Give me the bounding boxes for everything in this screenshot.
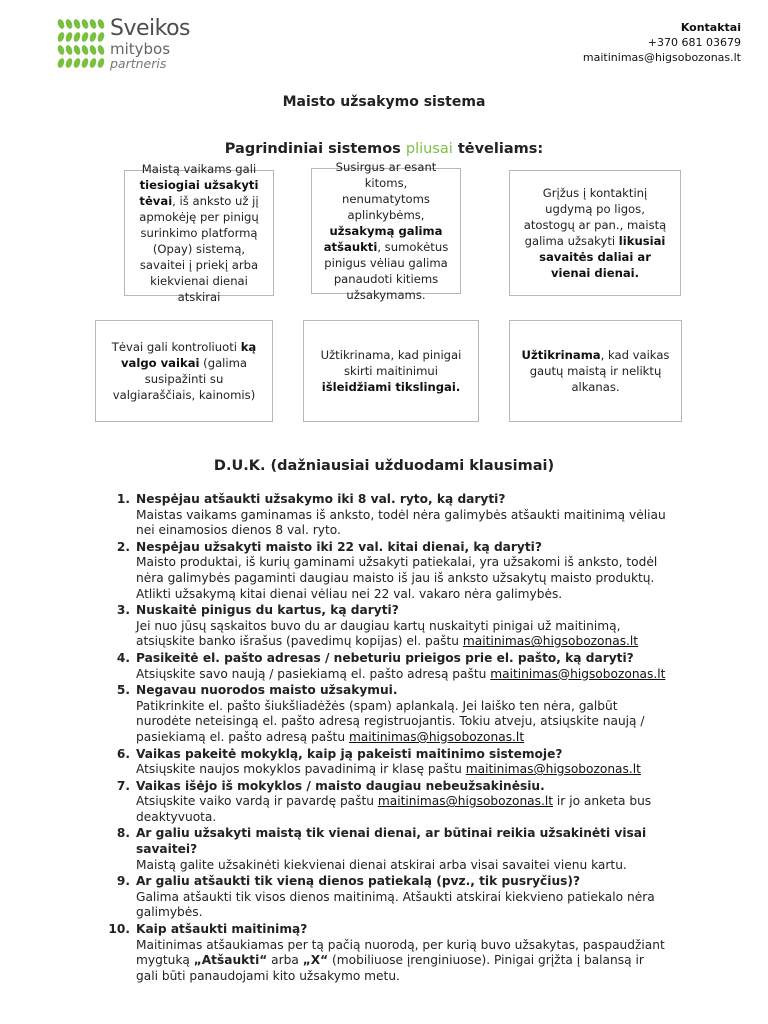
benefit-text — [104, 339, 264, 403]
benefit-box — [509, 170, 681, 296]
text-run: ir jo anketa bus deaktyvuota. — [136, 794, 652, 824]
faq-question: Nuskaitė pinigus du kartus, ką daryti? — [136, 603, 399, 618]
text-run: Atsiųskite vaiko vardą ir pavardę paštu — [136, 794, 378, 809]
benefit-text — [133, 161, 265, 305]
benefit-text — [312, 347, 470, 395]
faq-answer — [136, 794, 668, 825]
contacts-heading: Kontaktai — [680, 21, 741, 34]
faq-answer — [136, 699, 668, 746]
text-run: Grįžus į kontaktinį ugdymą po ligos, atostogų ar pan., maistą galima užsakyti — [523, 186, 667, 248]
email-link[interactable]: maitinimas@higsobozonas.lt — [377, 794, 554, 809]
contact-phone[interactable]: +370 681 03679 — [647, 36, 741, 49]
faq-item — [108, 492, 668, 539]
text-run: Jei nuo jūsų sąskaitos buvo du ar daugiau kartų nuskaityti pinigai už maitinimą, atsiųskite banko išrašus (pavedimų kopijas) el. paštu — [136, 618, 621, 649]
benefit-text — [320, 159, 452, 303]
faq-item — [108, 779, 668, 826]
text-run: Užtikrinama, kad pinigai skirti maitinimui — [320, 348, 462, 378]
text-run: Maistas vaikams gaminamas iš anksto, todėl nėra galimybės atšaukti maitinimą vėliau nei einamosios dienos 8 val. ryto. — [136, 507, 666, 538]
faq-item — [108, 747, 668, 778]
text-run: Galima atšaukti tik visos dienos maitinimą. Atšaukti atskirai kiekvieno patiekalo nėra galimybės. — [136, 889, 655, 920]
text-run: Maitinimas atšaukiamas per tą pačią nuorodą, per kurią buvo užsakytas, paspaudžiant mygtuką — [136, 937, 665, 968]
bold-text: Užtikrinama — [521, 348, 601, 362]
benefits-heading — [0, 141, 768, 157]
benefits-heading-highlight: pliusai — [405, 141, 453, 157]
bold-text: užsakymą galima atšaukti — [323, 224, 443, 254]
faq-question: Vaikas išėjo iš mokyklos / maisto daugiau nebeužsakinėsiu. — [136, 778, 545, 793]
text-run: Atsiųskite naujos mokyklos pavadinimą ir klasę paštu — [136, 762, 466, 777]
faq-number: 4. — [116, 650, 130, 665]
faq-item — [108, 683, 668, 745]
faq-answer — [136, 858, 668, 874]
logo-line-2: mitybos — [110, 40, 171, 58]
faq-number: 5. — [116, 683, 130, 698]
faq-item — [108, 922, 668, 984]
text-run: Maistą vaikams gali — [141, 162, 257, 176]
faq-item — [108, 826, 668, 873]
faq-number: 2. — [116, 539, 130, 554]
faq-item — [108, 540, 668, 602]
faq-question: Nespėjau užsakyti maisto iki 22 val. kitai dienai, ką daryti? — [136, 539, 542, 554]
faq-answer — [136, 938, 668, 985]
faq-answer — [136, 555, 668, 602]
faq-item — [108, 603, 668, 650]
faq-number: 6. — [116, 746, 130, 761]
benefit-text — [518, 347, 673, 395]
bold-text: ką valgo vaikai — [120, 340, 257, 370]
faq-question: Ar galiu atšaukti tik vieną dienos patiekalą (pvz., tik pusryčius)? — [136, 874, 581, 889]
text-run: Maisto produktai, iš kurių gaminami užsakyti patiekalai, yra užsakomi iš anksto, todėl nėra galimybės pagaminti daugiau maisto iš jau iš anksto užsakytų maisto produktų. Atlikti užsakymą kitai dienai vėliau nei 22 val. vakaro nėra galimybės. — [136, 555, 658, 601]
text-run: Tėvai gali kontroliuoti — [111, 340, 241, 354]
logo-line-3: partneris — [110, 56, 167, 71]
benefit-box — [509, 320, 682, 422]
benefit-box — [311, 160, 461, 302]
faq-number: 10. — [108, 922, 130, 937]
faq-number: 3. — [116, 603, 130, 618]
email-link[interactable]: maitinimas@higsobozonas.lt — [490, 666, 666, 681]
benefits-heading-after: tėveliams — [457, 141, 538, 157]
benefits-heading-before: Pagrindiniai sistemos — [224, 141, 401, 157]
logo-line-1: Sveikos — [110, 16, 191, 41]
faq-question: Ar galiu užsakyti maistą tik vienai dienai, ar būtinai reikia užsakinėti visai savaitei? — [136, 826, 647, 857]
contact-email[interactable]: maitinimas@higsobozonas.lt — [582, 51, 741, 64]
faq-answer — [136, 619, 668, 650]
benefit-text — [518, 185, 672, 281]
faq-answer — [136, 890, 668, 921]
page-title: Maisto užsakymo sistema — [282, 94, 486, 110]
bold-text: „X“ — [302, 953, 329, 968]
contacts-block — [583, 20, 741, 65]
text-run: arba — [267, 953, 303, 968]
faq-question: Pasikeitė el. pašto adresas / nebeturiu prieigos prie el. pašto, ką daryti? — [136, 650, 634, 665]
faq-number: 8. — [116, 826, 130, 841]
faq-answer — [136, 762, 668, 778]
email-link[interactable]: maitinimas@higsobozonas.lt — [465, 762, 641, 777]
bold-text: likusiai savaitės daliai ar vienai dienai. — [539, 234, 666, 280]
faq-answer — [136, 667, 668, 683]
email-link[interactable]: maitinimas@higsobozonas.lt — [462, 634, 639, 649]
faq-item — [108, 651, 668, 682]
faq-answer — [136, 508, 668, 539]
text-run: , sumokėtus pinigus vėliau galima panaudoti kitiems užsakymams. — [324, 240, 449, 302]
text-run: , kad vaikas gautų maistą ir neliktų alkanas. — [529, 348, 670, 394]
email-link[interactable]: maitinimas@higsobozonas.lt — [348, 729, 525, 744]
text-run: (galima susipažinti su valgiaraščiais, kainomis) — [112, 356, 256, 402]
benefit-box — [124, 162, 274, 304]
bold-text: tiesiogiai užsakyti tėvai — [139, 178, 259, 208]
text-run: Susirgus ar esant kitoms, nenumatytoms aplinkybėms, — [335, 160, 437, 222]
text-run: Atsiųskite savo naują / pasiekiamą el. pašto adresą paštu — [136, 666, 491, 681]
faq-question: Negavau nuorodos maisto užsakymui. — [136, 683, 398, 698]
benefits-heading-colon: : — [537, 141, 544, 157]
faq-number: 1. — [116, 492, 130, 506]
faq-list — [108, 492, 668, 985]
faq-question: Vaikas pakeitė mokyklą, kaip ją pakeisti maitinimo sistemoje? — [136, 746, 563, 761]
faq-number: 7. — [116, 778, 130, 793]
faq-question: Kaip atšaukti maitinimą? — [136, 922, 308, 937]
bold-text: „Atšaukti“ — [193, 953, 268, 968]
benefit-box — [95, 320, 273, 422]
text-run: Patikrinkite el. pašto šiukšliadėžės (spam) aplankalą. Jei laiško ten nėra, galbūt nurodėte neteisingą el. pašto adresą registruojantis. Tokiu atveju, atsiųskite naują / pasiekiamą el. pašto adresą paštu — [136, 698, 645, 744]
faq-question: Nespėjau atšaukti užsakymo iki 8 val. ryto, ką daryti? — [136, 492, 506, 506]
faq-item — [108, 874, 668, 921]
text-run: Maistą galite užsakinėti kiekvienai dienai atskirai arba visai savaitei vienu kartu. — [136, 857, 627, 872]
faq-title: D.U.K. (dažniausiai užduodami klausimai) — [213, 458, 555, 474]
text-run: , iš anksto už jį apmokėję per pinigų surinkimo platformą (Opay) sistemą, savaitei į priekį arba kiekvienai dienai atskirai — [139, 194, 259, 304]
bold-text: išleidžiami tikslingai. — [321, 380, 461, 394]
text-run: (mobiliuose įrenginiuose). Pinigai grįžta į balansą ir gali būti panaudojami kito užsakymo metu. — [136, 953, 644, 983]
faq-number: 9. — [116, 874, 130, 889]
leaf-pattern-icon — [56, 18, 108, 74]
benefit-box — [303, 320, 479, 422]
company-logo — [56, 16, 196, 78]
